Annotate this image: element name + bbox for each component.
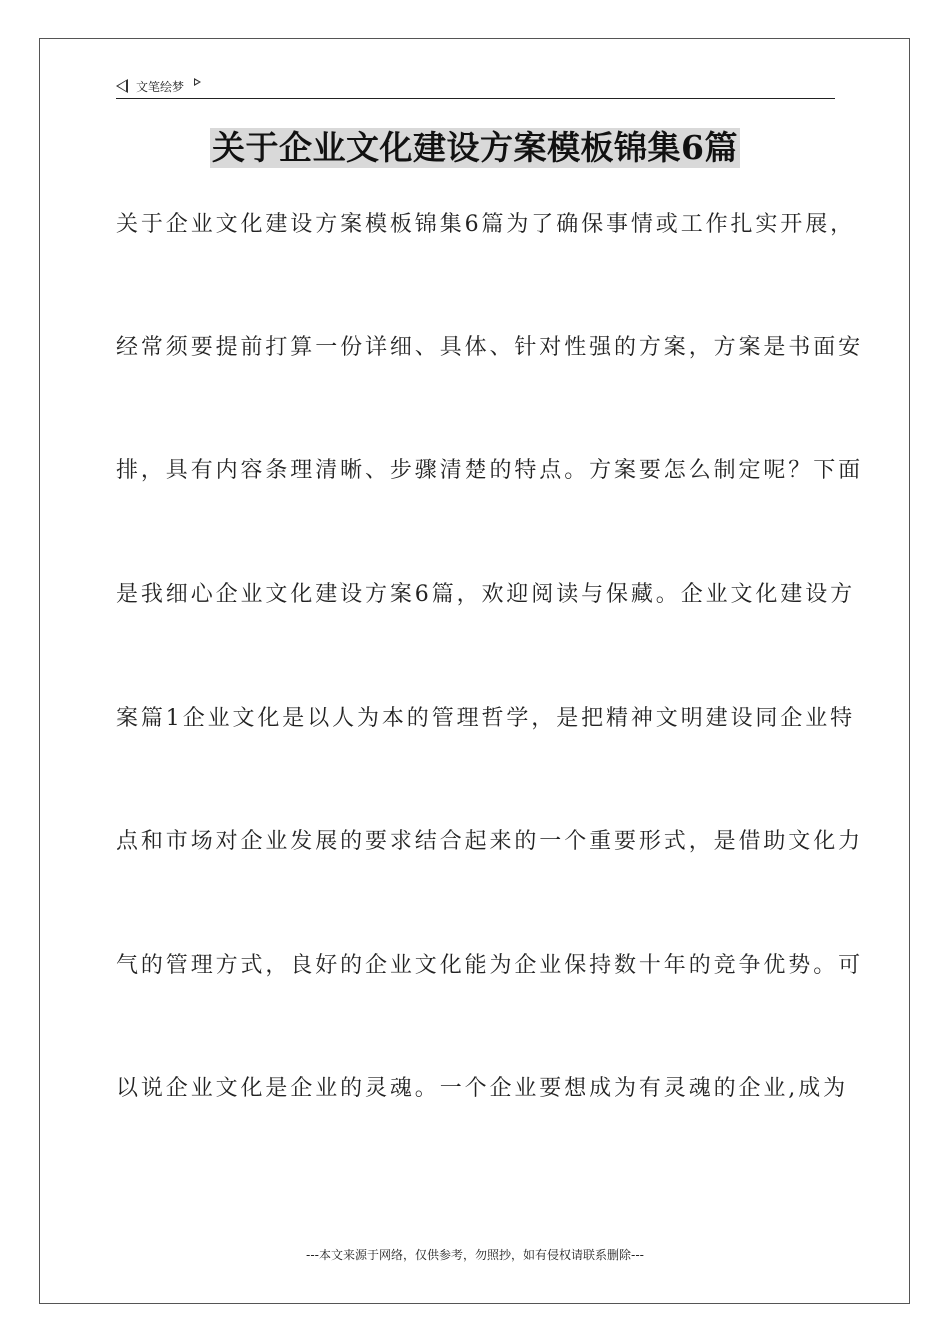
paragraph-line: 关于企业文化建设方案模板锦集6篇为了确保事情或工作扎实开展， <box>116 212 855 237</box>
header-brand: 文笔绘梦 <box>136 79 185 94</box>
paragraph-line: 气的管理方式，良好的企业文化能为企业保持数十年的竞争优势。可 <box>116 953 864 978</box>
paragraph-line: 是我细心企业文化建设方案6篇，欢迎阅读与保藏。企业文化建设方 <box>116 582 855 607</box>
page-header <box>116 74 835 99</box>
title-container <box>0 128 950 168</box>
paragraph-line: 案篇1企业文化是以人为本的管理哲学，是把精神文明建设同企业特 <box>116 706 855 731</box>
document-title: 关于企业文化建设方案模板锦集6篇 <box>212 128 738 167</box>
paragraph-line: 排，具有内容条理清晰、步骤清楚的特点。方案要怎么制定呢？下面 <box>116 458 864 483</box>
paragraph-line: 以说企业文化是企业的灵魂。一个企业要想成为有灵魂的企业,成为 <box>116 1076 848 1101</box>
footer-disclaimer: ---本文来源于网络，仅供参考，勿照抄，如有侵权请联系删除--- <box>306 1248 644 1262</box>
paragraph-line: 点和市场对企业发展的要求结合起来的一个重要形式，是借助文化力 <box>116 829 864 854</box>
paragraph-line: 经常须要提前打算一份详细、具体、针对性强的方案，方案是书面安 <box>116 335 864 360</box>
triangle-right-icon <box>194 78 201 86</box>
triangle-left-icon <box>116 79 128 93</box>
